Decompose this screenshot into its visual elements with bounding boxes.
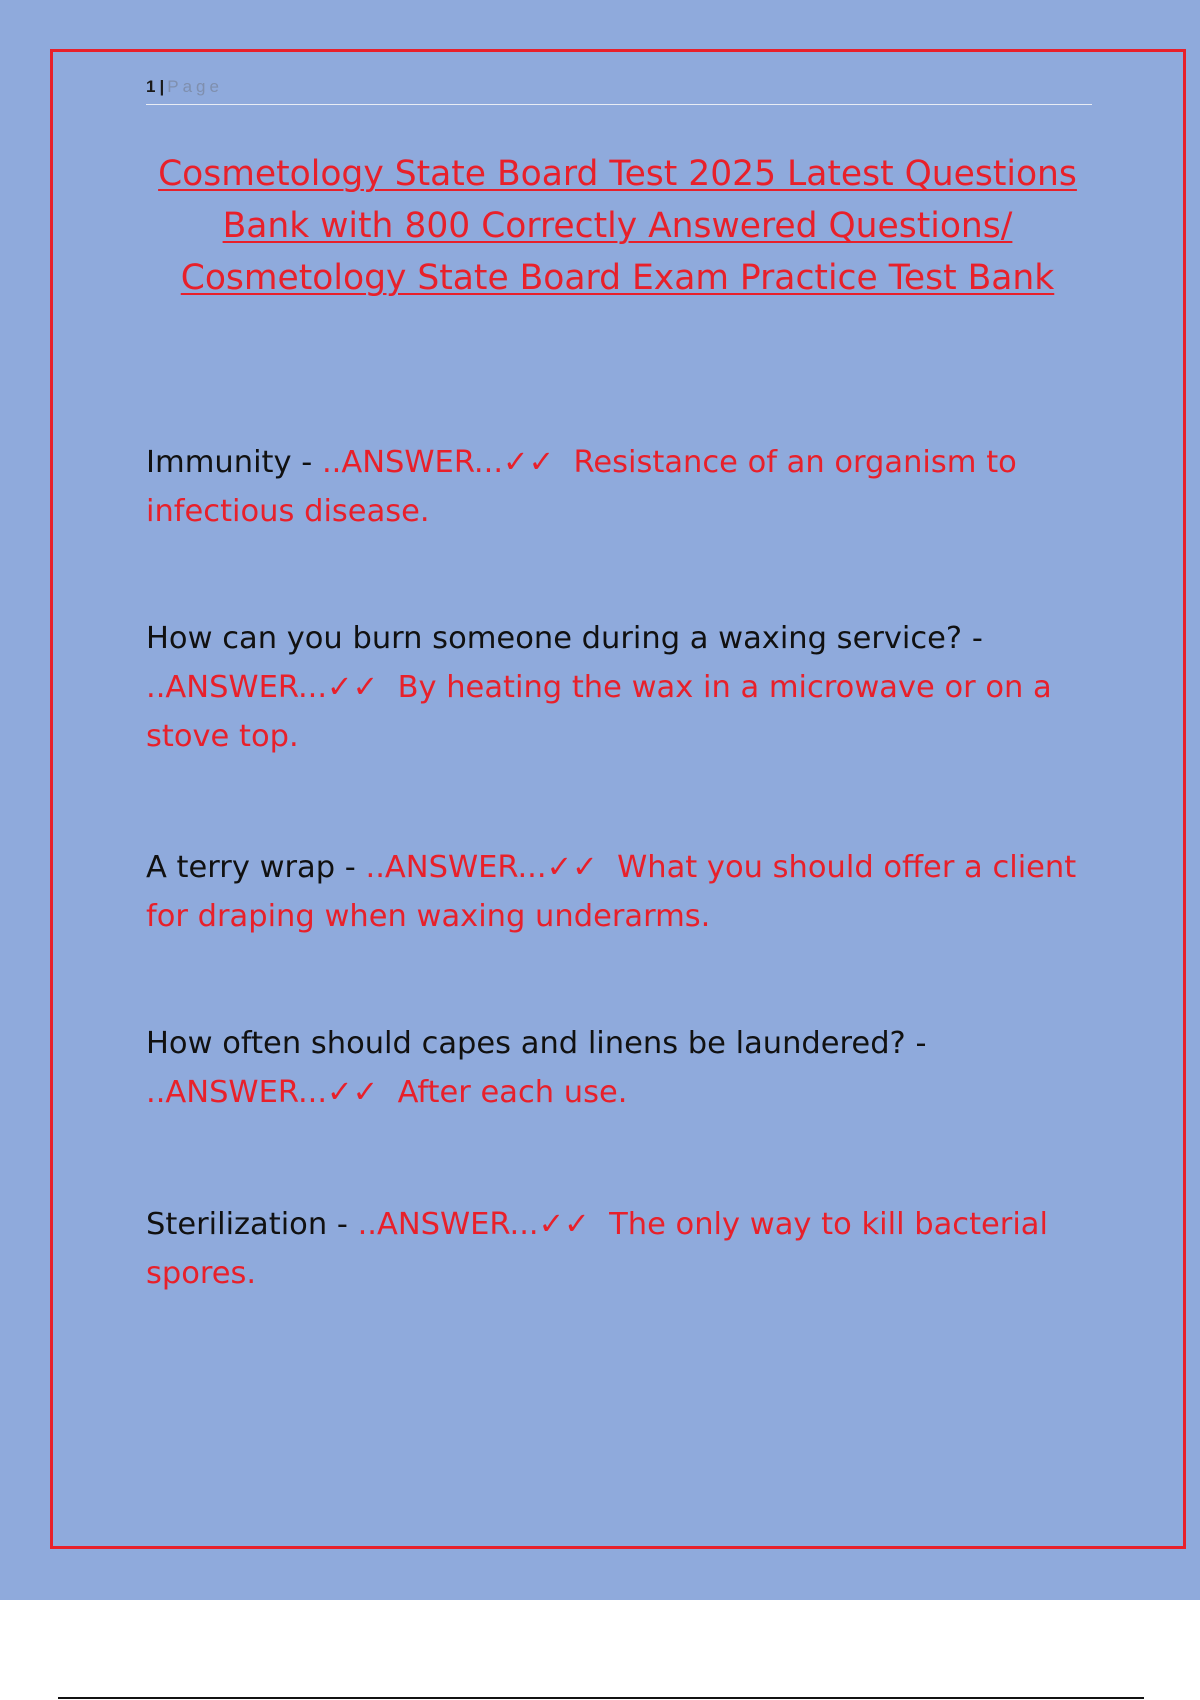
answer-marker: ..ANSWER...✓✓: [321, 445, 555, 480]
qa-item: [146, 614, 1096, 761]
answer-marker: ..ANSWER...✓✓: [357, 1207, 590, 1242]
question-dash: -: [291, 445, 322, 480]
bottom-rule: [58, 1697, 1144, 1699]
question-text: How can you burn someone during a waxing service?: [146, 621, 963, 656]
answer-text: What you should offer a client for draping when waxing underarms.: [146, 850, 1077, 934]
qa-item: [146, 1200, 1096, 1298]
qa-item: [146, 438, 1096, 536]
question-text: How often should capes and linens be laundered?: [146, 1026, 906, 1061]
answer-text: By heating the wax in a microwave or on a stove top.: [146, 670, 1052, 754]
page-label: Page: [167, 77, 223, 96]
question-text: Sterilization: [146, 1207, 328, 1242]
answer-text: The only way to kill bacterial spores.: [146, 1207, 1048, 1291]
page-number: 1: [146, 77, 156, 96]
answer-marker: ..ANSWER...✓✓: [146, 1075, 379, 1110]
qa-item: [146, 1019, 1096, 1117]
answer-text: After each use.: [397, 1075, 628, 1110]
page-header: [146, 74, 1092, 105]
question-text: Immunity: [146, 445, 292, 480]
question-text: A terry wrap: [146, 850, 336, 885]
question-dash: -: [327, 1207, 358, 1242]
qa-item: [146, 843, 1096, 941]
answer-marker: ..ANSWER...✓✓: [365, 850, 598, 885]
page-separator: |: [159, 77, 165, 96]
document-title: Cosmetology State Board Test 2025 Latest Questions Bank with 800 Correctly Answered Questions/ Cosmetology State Board Exam Practice Test Bank: [158, 154, 1077, 298]
question-dash: -: [905, 1026, 927, 1061]
question-dash: -: [962, 621, 983, 656]
question-dash: -: [335, 850, 366, 885]
answer-marker: ..ANSWER...✓✓: [146, 670, 379, 705]
answer-text: Resistance of an organism to infectious disease.: [146, 445, 1017, 529]
